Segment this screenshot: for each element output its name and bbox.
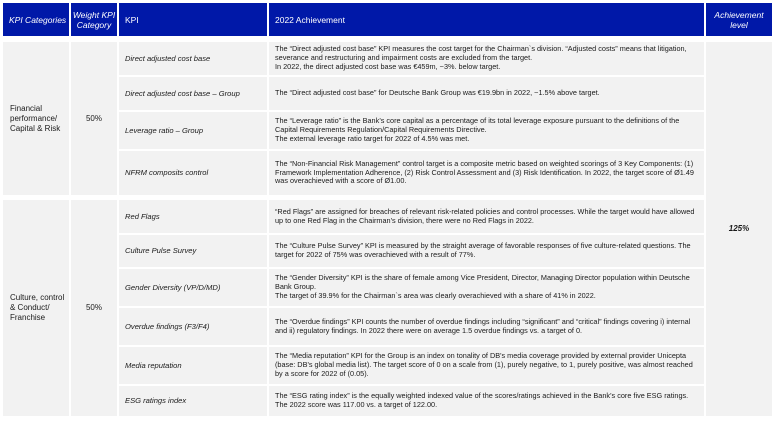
achievement-cell: The “Media reputation” KPI for the Group is an index on tonality of DB's media coverage provided by external provider Unicepta (base: DB's global media list). The target score of 0 on a scale from (1), purely negative, to 1, purely positive, was almost reached by a score for 2022 of (0.05). — [269, 347, 704, 384]
kpi-cell: Direct adjusted cost base – Group — [119, 77, 267, 110]
kpi-cell: Red Flags — [119, 200, 267, 233]
header-kpi: KPI — [119, 3, 267, 36]
kpi-cell: Leverage ratio – Group — [119, 112, 267, 149]
achievement-cell: The “Culture Pulse Survey” KPI is measured by the straight average of favorable responses of five culture-related questions. The target for 2022 of 75% was overachieved with a result of 77%. — [269, 235, 704, 267]
achievement-cell: The “Leverage ratio” is the Bank’s core capital as a percentage of its total leverage exposure pursuant to the definitions of the Capital Requirements Regulation/Capital Requirements Directive. The external leverage ratio target for 2022 of 4.5% was met. — [269, 112, 704, 149]
kpi-cell: Culture Pulse Survey — [119, 235, 267, 267]
kpi-cell: Overdue findings (F3/F4) — [119, 308, 267, 345]
achievement-cell: The “Direct adjusted cost base” KPI measures the cost target for the Chairman`s division. “Adjusted costs” means that litigation, severance and restructuring and impairment costs are excluded from the target. In 2022, the direct adjusted cost base was €459m, ~3%. below target. — [269, 42, 704, 75]
achievement-level-value: 125% — [706, 42, 772, 416]
weight-culture: 50% — [71, 200, 117, 416]
kpi-cell: Gender Diversity (VP/D/MD) — [119, 269, 267, 306]
header-weight: Weight KPI Category — [71, 3, 117, 36]
kpi-cell: Media reputation — [119, 347, 267, 384]
kpi-cell: NFRM composits control — [119, 151, 267, 195]
achievement-cell: The “Non-Financial Risk Management” control target is a composite metric based on weighted scorings of 3 Key Components: (1) Framework Implementation Adherence, (2) Risk Control Assessment and (3) Risk Identification. In 2022, the target score of Ø1.49 was overachieved with a score of Ø1.00. — [269, 151, 704, 195]
category-culture: Culture, control & Conduct/ Franchise — [3, 200, 69, 416]
achievement-cell: The “Gender Diversity” KPI is the share of female among Vice President, Director, Managing Director population within Deutsche Bank Group. The target of 39.9% for the Chairman`s area was clearly overachieved with a share of 41% in 2022. — [269, 269, 704, 306]
header-achievement-level: Achievement level — [706, 3, 772, 36]
header-kpi-categories: KPI Categories — [3, 3, 69, 36]
achievement-cell: The “ESG rating index” is the equally weighted indexed value of the scores/ratings achieved in the Bank’s core five ESG ratings. The 2022 score was 117.00 vs. a target of 122.00. — [269, 386, 704, 416]
header-achievement: 2022 Achievement — [269, 3, 704, 36]
kpi-cell: Direct adjusted cost base — [119, 42, 267, 75]
category-financial: Financial performance/ Capital & Risk — [3, 42, 69, 195]
weight-financial: 50% — [71, 42, 117, 195]
achievement-cell: The “Direct adjusted cost base” for Deutsche Bank Group was €19.9bn in 2022, ~1.5% above target. — [269, 77, 704, 110]
kpi-cell: ESG ratings index — [119, 386, 267, 416]
achievement-cell: The “Overdue findings” KPI counts the number of overdue findings including “significant” and “critical” findings covering i) internal and ii) regulatory findings. In 2022 there were on average 1.5 overdue findings vs. a target of 0. — [269, 308, 704, 345]
achievement-cell: “Red Flags” are assigned for breaches of relevant risk-related policies and control processes. While the target would have allowed up to one Red Flag in the Chairman's division, there were no Red Flags in 2022. — [269, 200, 704, 233]
